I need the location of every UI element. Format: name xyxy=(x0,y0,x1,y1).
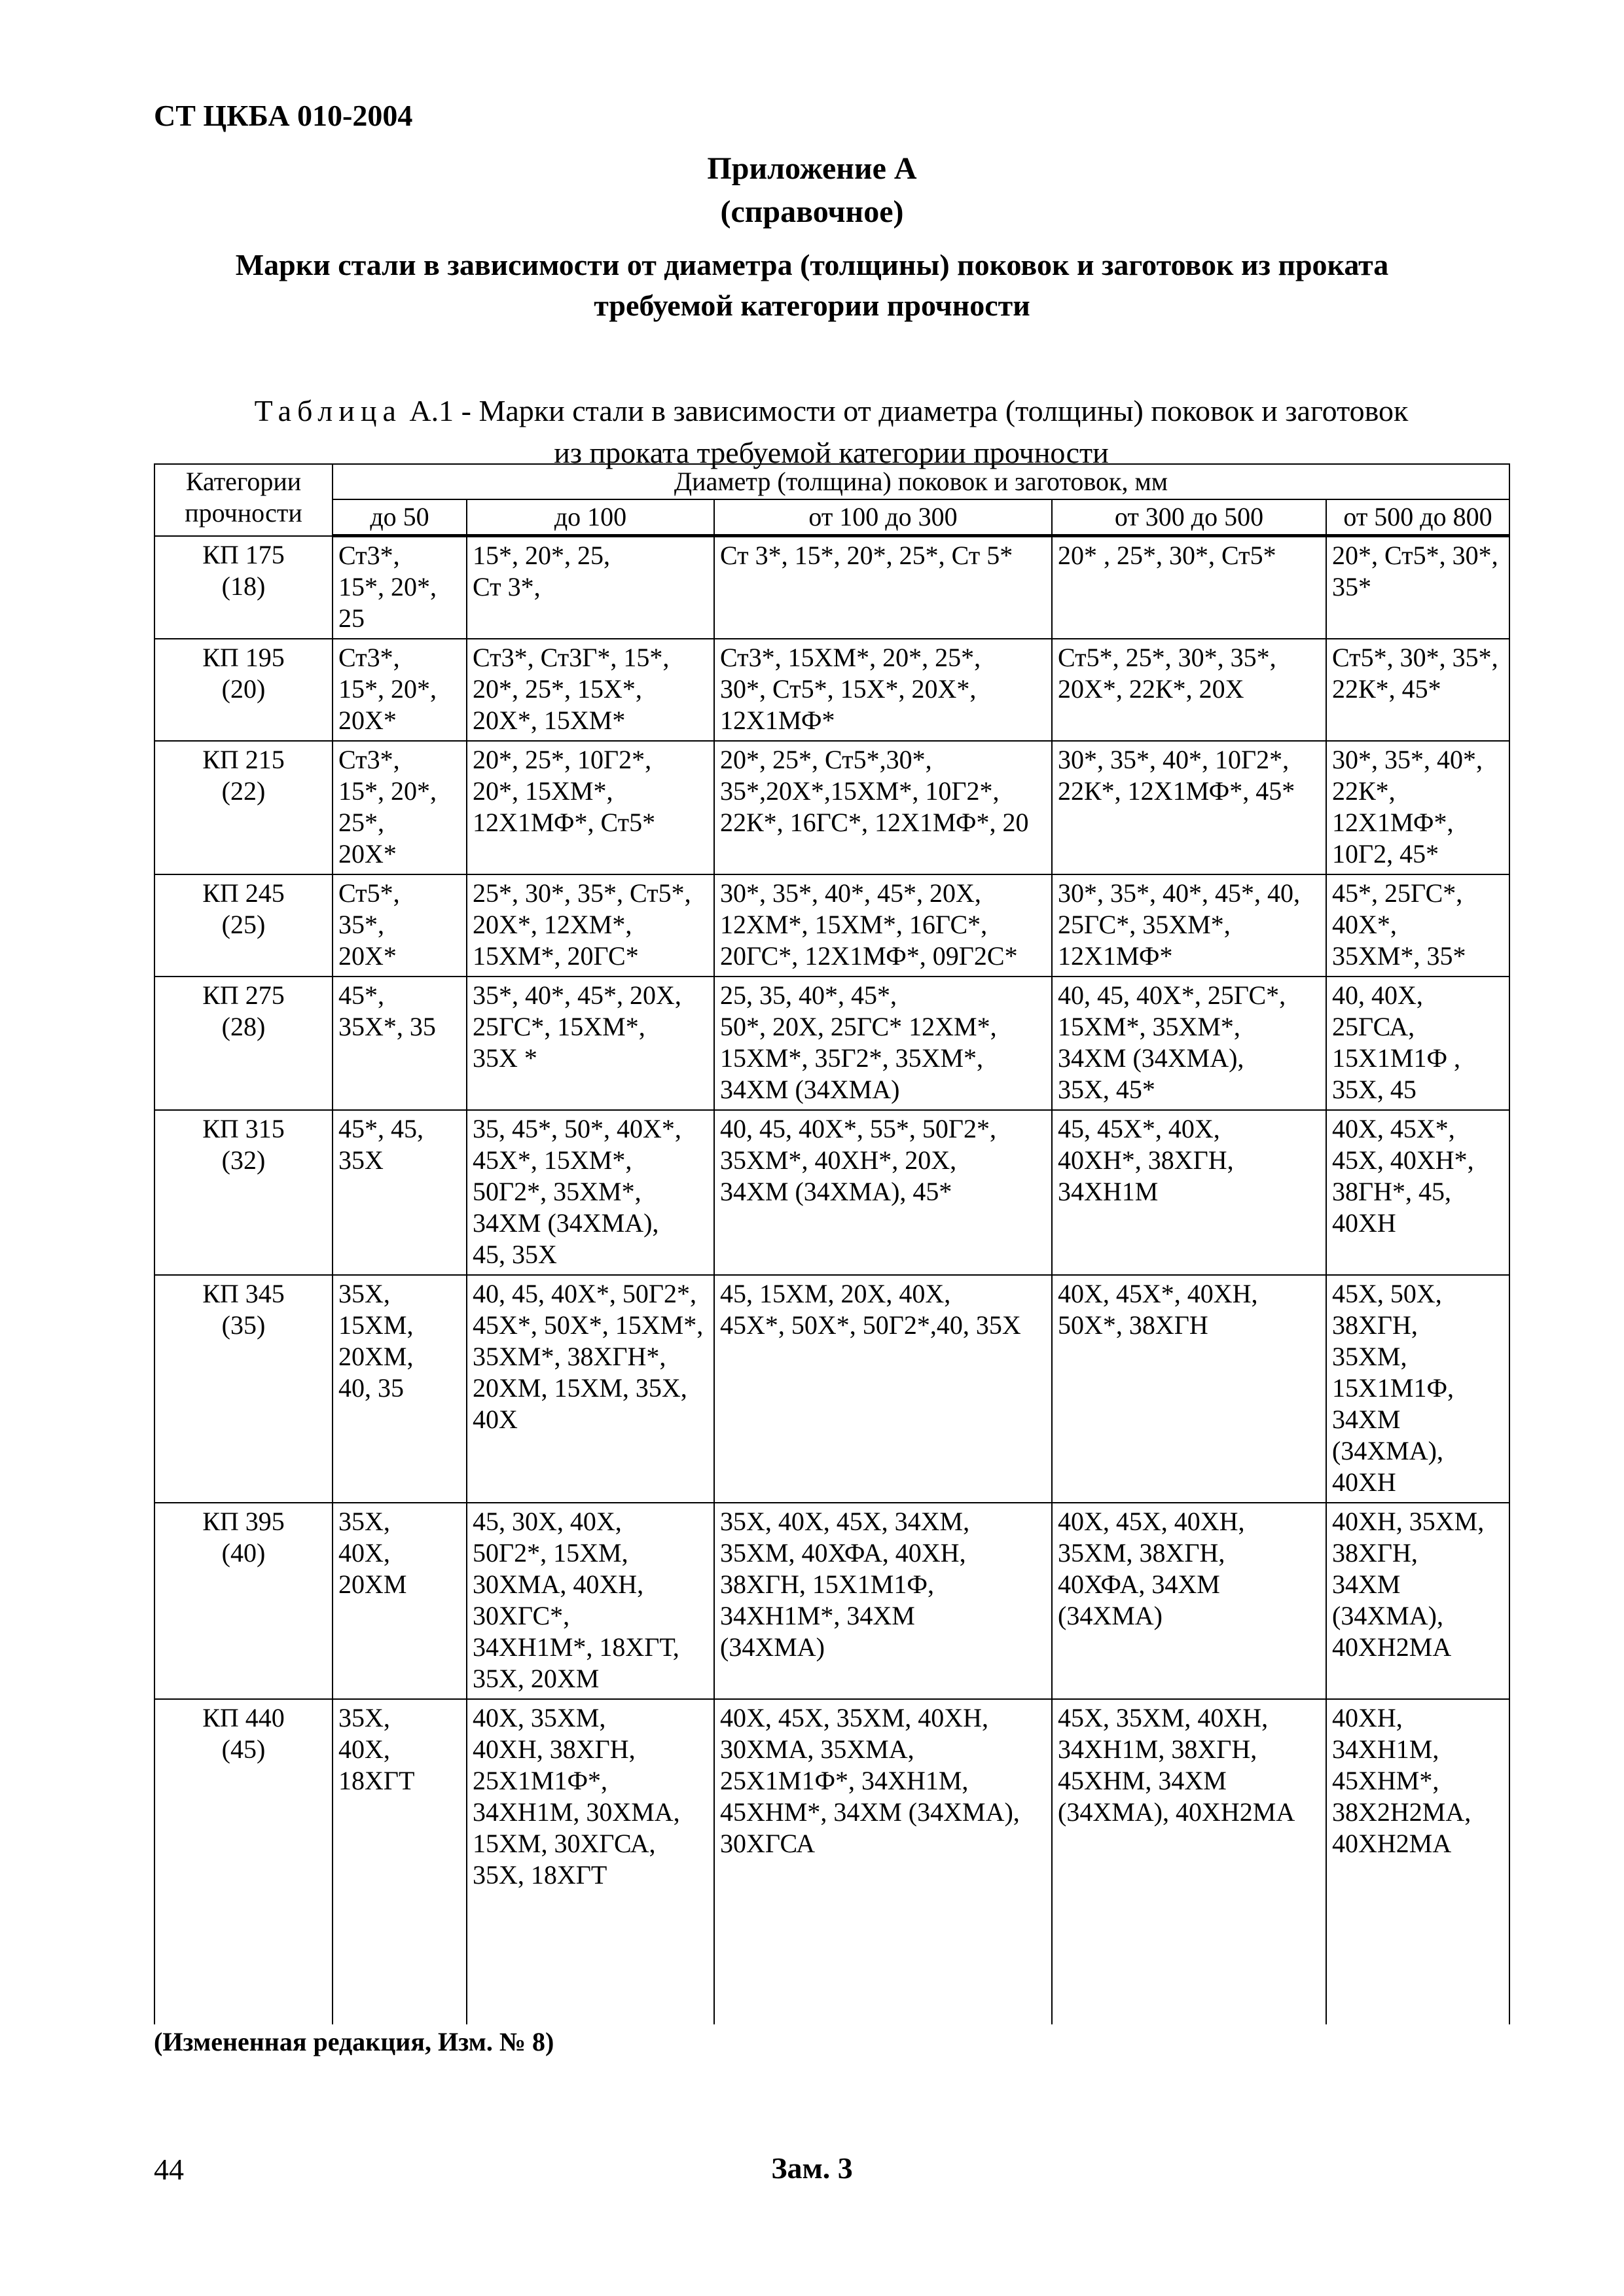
grade-line: 50*, 20Х, 25ГС* 12ХМ*, xyxy=(720,1012,997,1041)
grade-cell xyxy=(467,1110,714,1275)
grade-cell xyxy=(714,977,1052,1110)
grade-line: 35Х, 45* xyxy=(1058,1075,1155,1104)
category-cell xyxy=(154,977,333,1110)
category-code: (22) xyxy=(221,776,266,806)
category-cell xyxy=(154,1699,333,2024)
grade-line: 50Г2*, 15ХМ, xyxy=(473,1538,628,1568)
page-number: 44 xyxy=(154,2153,184,2186)
grade-line: 45Х*, 15ХМ*, xyxy=(473,1145,632,1175)
table-row xyxy=(154,1699,1509,2024)
grade-cell xyxy=(714,741,1052,874)
grade-cell xyxy=(1326,1275,1509,1503)
grade-line: 34ХН1М, xyxy=(1332,1734,1439,1764)
grade-cell xyxy=(333,1275,467,1503)
grade-line: Ст5*, 30*, 35*, xyxy=(1332,643,1498,672)
category-cell xyxy=(154,639,333,741)
header-category-line1: Категории xyxy=(185,467,302,496)
grade-line: 25*, xyxy=(338,808,384,837)
grade-line: 20*, 25*, 10Г2*, xyxy=(473,745,652,774)
grade-line: (34ХМА) xyxy=(1058,1601,1163,1630)
grade-line: 35ХМ, 40ХФА, 40ХН, xyxy=(720,1538,966,1568)
grade-cell xyxy=(333,741,467,874)
grade-line: Ст5*, 25*, 30*, 35*, xyxy=(1058,643,1276,672)
grade-line: 15*, 20*, xyxy=(338,572,437,601)
grade-line: 35* xyxy=(1332,572,1371,601)
grade-line: 35Х, 18ХГТ xyxy=(473,1860,607,1890)
category-name: КП 195 xyxy=(202,643,285,672)
grade-line: 45*, 25ГС*, xyxy=(1332,878,1463,908)
category-name: КП 245 xyxy=(202,878,285,908)
grade-line: 25, 35, 40*, 45*, xyxy=(720,980,897,1010)
grade-line: 30*, 35*, 40*, 10Г2*, xyxy=(1058,745,1290,774)
grade-line: 45Х, 40ХН*, xyxy=(1332,1145,1474,1175)
grade-line: 40ХН2МА xyxy=(1332,1829,1452,1858)
grade-line: 20* , 25*, 30*, Ст5* xyxy=(1058,541,1276,570)
caption-text: А.1 - Марки стали в зависимости от диаметра (толщины) поковок и заготовок xyxy=(409,394,1409,427)
column-header: от 500 до 800 xyxy=(1326,499,1509,536)
grade-line: 35Х, xyxy=(338,1279,390,1308)
table-row xyxy=(154,874,1509,977)
grade-cell xyxy=(1326,741,1509,874)
grade-line: (34ХМА), xyxy=(1332,1436,1443,1465)
grade-line: 40, 45, 40Х*, 25ГС*, xyxy=(1058,980,1286,1010)
document-code: СТ ЦКБА 010-2004 xyxy=(154,99,413,132)
grade-line: 40Х, 45Х*, 40ХН, xyxy=(1058,1279,1258,1308)
category-cell xyxy=(154,874,333,977)
grade-line: 30*, 35*, 40*, xyxy=(1332,745,1483,774)
grade-cell xyxy=(467,1699,714,2024)
grade-line: 45*, xyxy=(338,980,384,1010)
grade-line: 12Х1МФ*, Ст5* xyxy=(473,808,656,837)
grade-line: 45Х, 35ХМ, 40ХН, xyxy=(1058,1703,1269,1732)
grade-line: 45ХНМ*, xyxy=(1332,1766,1439,1795)
category-name: КП 315 xyxy=(202,1114,285,1143)
category-name: КП 215 xyxy=(202,745,285,774)
grade-line: 25Х1М1Ф*, xyxy=(473,1766,608,1795)
grade-cell xyxy=(333,977,467,1110)
grade-line: 30ХМА, 40ХН, xyxy=(473,1570,644,1599)
caption-lead: Таблица xyxy=(254,394,402,427)
grade-line: 45, 30Х, 40Х, xyxy=(473,1507,622,1536)
amendment-label: Зам. 3 xyxy=(771,2151,853,2185)
grade-line: (34ХМА) xyxy=(720,1632,825,1662)
category-name: КП 440 xyxy=(202,1703,285,1732)
grade-line: 35*, 40*, 45*, 20Х, xyxy=(473,980,681,1010)
grade-cell xyxy=(467,1503,714,1699)
grade-line: 25*, 30*, 35*, Ст5*, xyxy=(473,878,691,908)
grade-line: 40, 45, 40Х*, 55*, 50Г2*, xyxy=(720,1114,997,1143)
grade-line: 45, 45Х*, 40Х, xyxy=(1058,1114,1220,1143)
grade-line: Ст3*, xyxy=(338,745,400,774)
grade-line: 20*, 25*, Ст5*,30*, xyxy=(720,745,932,774)
grade-line: 40, 40Х, xyxy=(1332,980,1423,1010)
grade-line: 45ХНМ*, 34ХМ (34ХМА), xyxy=(720,1797,1020,1827)
grade-line: 22К*, xyxy=(1332,776,1396,806)
grade-line: 20Х* xyxy=(338,941,397,971)
grade-line: 34ХН1М, 30ХМА, xyxy=(473,1797,680,1827)
appendix-type: (справочное) xyxy=(720,194,904,229)
grade-line: 25ГС*, 35ХМ*, xyxy=(1058,910,1231,939)
grade-line: 50Х*, 38ХГН xyxy=(1058,1310,1208,1340)
grade-line: 20*, Ст5*, 30*, xyxy=(1332,541,1498,570)
grade-cell xyxy=(714,874,1052,977)
grade-cell xyxy=(714,536,1052,639)
grade-cell xyxy=(714,1699,1052,2024)
grade-cell xyxy=(1326,1110,1509,1275)
category-cell xyxy=(154,741,333,874)
grade-line: 12ХМ*, 15ХМ*, 16ГС*, xyxy=(720,910,988,939)
grade-line: 34ХМ (34ХМА) xyxy=(720,1075,900,1104)
grade-line: 40ХН xyxy=(1332,1467,1396,1497)
grade-line: 25ГС*, 15ХМ*, xyxy=(473,1012,645,1041)
category-code: (35) xyxy=(221,1310,266,1340)
grade-cell xyxy=(467,639,714,741)
grade-line: (34ХМА), 40ХН2МА xyxy=(1058,1797,1295,1827)
grade-cell xyxy=(1326,874,1509,977)
grade-line: 20Х* xyxy=(338,839,397,869)
grade-line: 35Х, xyxy=(338,1703,390,1732)
grade-line: 35Х*, 35 xyxy=(338,1012,436,1041)
grade-line: 40ХН*, 38ХГН, xyxy=(1058,1145,1234,1175)
category-cell xyxy=(154,1110,333,1275)
grade-line: 34ХМ (34ХМА), xyxy=(473,1208,659,1238)
grade-line: 40ХН xyxy=(1332,1208,1396,1238)
category-code: (20) xyxy=(221,674,266,704)
category-code: (18) xyxy=(221,571,266,601)
header-category xyxy=(154,464,333,536)
grade-line: 38ХГН, xyxy=(1332,1310,1418,1340)
grade-line: 22К*, 12Х1МФ*, 45* xyxy=(1058,776,1295,806)
grade-cell xyxy=(333,1110,467,1275)
grade-line: 45Х*, 50Х*, 50Г2*,40, 35Х xyxy=(720,1310,1021,1340)
grade-line: Ст 3*, xyxy=(473,572,541,601)
grade-cell xyxy=(714,1503,1052,1699)
grade-line: 34ХМ xyxy=(1332,1405,1401,1434)
grade-line: 35ХМ*, 35* xyxy=(1332,941,1466,971)
grade-line: Ст3*, xyxy=(338,643,400,672)
grade-line: 35Х xyxy=(338,1145,384,1175)
grade-line: 15*, 20*, xyxy=(338,674,437,704)
grade-line: 22К*, 45* xyxy=(1332,674,1441,704)
grade-line: 34ХН1М*, 18ХГТ, xyxy=(473,1632,679,1662)
grade-line: 34ХН1М, 38ХГН, xyxy=(1058,1734,1257,1764)
category-cell xyxy=(154,1275,333,1503)
grade-line: 35Х, 40Х, 45Х, 34ХМ, xyxy=(720,1507,970,1536)
grade-line: 20ГС*, 12Х1МФ*, 09Г2С* xyxy=(720,941,1018,971)
grade-line: (34ХМА), xyxy=(1332,1601,1443,1630)
grade-line: 15Х1М1Ф , xyxy=(1332,1043,1461,1073)
revision-note: (Измененная редакция, Изм. № 8) xyxy=(154,2027,554,2056)
grade-line: 34ХН1М xyxy=(1058,1177,1159,1206)
grade-line: 22К*, 16ГС*, 12Х1МФ*, 20 xyxy=(720,808,1029,837)
grade-line: 25 xyxy=(338,603,365,633)
grade-cell xyxy=(714,1110,1052,1275)
grade-line: 35ХМ, 38ХГН, xyxy=(1058,1538,1225,1568)
grade-line: 12Х1МФ* xyxy=(1058,941,1173,971)
grade-line: 50Г2*, 35ХМ*, xyxy=(473,1177,641,1206)
grade-line: 18ХГТ xyxy=(338,1766,415,1795)
grade-cell xyxy=(1326,536,1509,639)
grade-line: 20*, 25*, 15Х*, xyxy=(473,674,642,704)
grade-line: 20ХМ, xyxy=(338,1342,414,1371)
grade-line: 45Х, 50Х, xyxy=(1332,1279,1442,1308)
grade-line: 30*, 35*, 40*, 45*, 20Х, xyxy=(720,878,981,908)
category-name: КП 345 xyxy=(202,1279,285,1308)
grade-cell xyxy=(714,1275,1052,1503)
grade-line: 35ХМ, xyxy=(1332,1342,1407,1371)
caption-line2: из проката требуемой категории прочности xyxy=(554,436,1109,469)
grade-line: 15ХМ, 30ХГСА, xyxy=(473,1829,656,1858)
grade-line: 25Х1М1Ф*, 34ХН1М, xyxy=(720,1766,969,1795)
category-code: (28) xyxy=(221,1012,266,1041)
grade-line: 20Х*, 22К*, 20Х xyxy=(1058,674,1244,704)
category-cell xyxy=(154,1503,333,1699)
grade-cell xyxy=(333,639,467,741)
grade-line: 12Х1МФ* xyxy=(720,706,835,735)
grade-line: 15*, 20*, xyxy=(338,776,437,806)
main-title-line1: Марки стали в зависимости от диаметра (толщины) поковок и заготовок из проката xyxy=(235,248,1389,281)
grade-line: 45Х*, 50Х*, 15ХМ*, xyxy=(473,1310,704,1340)
grade-cell xyxy=(467,977,714,1110)
grade-cell xyxy=(1052,1699,1326,2024)
grade-line: 34ХМ (34ХМА), xyxy=(1058,1043,1244,1073)
grade-line: 20ХМ, 15ХМ, 35Х, xyxy=(473,1373,687,1403)
main-title-line2: требуемой категории прочности xyxy=(594,289,1030,322)
grade-line: Ст5*, xyxy=(338,878,400,908)
grade-cell xyxy=(1326,639,1509,741)
table-row xyxy=(154,1110,1509,1275)
grade-cell xyxy=(1052,741,1326,874)
grade-line: 40ХН, 38ХГН, xyxy=(473,1734,636,1764)
grade-line: 38ХГН, xyxy=(1332,1538,1418,1568)
grade-line: 20Х*, 15ХМ* xyxy=(473,706,626,735)
grade-line: Ст3*, 15ХМ*, 20*, 25*, xyxy=(720,643,981,672)
category-name: КП 275 xyxy=(202,980,285,1010)
grade-line: 35, 45*, 50*, 40Х*, xyxy=(473,1114,681,1143)
grade-line: 40ХН2МА xyxy=(1332,1632,1452,1662)
grade-line: 38ХГН, 15Х1М1Ф, xyxy=(720,1570,934,1599)
grade-line: 40Х*, xyxy=(1332,910,1397,939)
grade-cell xyxy=(1052,1275,1326,1503)
grade-line: Ст3*, Ст3Г*, 15*, xyxy=(473,643,670,672)
grade-line: 38Х2Н2МА, xyxy=(1332,1797,1471,1827)
column-header: до 50 xyxy=(333,499,467,536)
grade-cell xyxy=(333,536,467,639)
category-code: (40) xyxy=(221,1538,266,1568)
grade-line: 40Х, 45Х, 40ХН, xyxy=(1058,1507,1245,1536)
grade-line: 35ХМ*, 38ХГН*, xyxy=(473,1342,666,1371)
grade-line: 35Х, 45 xyxy=(1332,1075,1416,1104)
grade-line: 45ХНМ, 34ХМ xyxy=(1058,1766,1227,1795)
category-code: (32) xyxy=(221,1145,266,1175)
grade-line: 20Х* xyxy=(338,706,397,735)
appendix-title: Приложение А xyxy=(707,151,917,186)
table-row xyxy=(154,536,1509,639)
grade-line: 20ХМ xyxy=(338,1570,407,1599)
steel-grades-table xyxy=(154,463,1510,2024)
grade-line: 15ХМ, xyxy=(338,1310,414,1340)
grade-line: 40, 45, 40Х*, 50Г2*, xyxy=(473,1279,697,1308)
grade-line: 35Х * xyxy=(473,1043,537,1073)
grade-cell xyxy=(467,536,714,639)
grade-line: 38ГН*, 45, xyxy=(1332,1177,1452,1206)
grade-cell xyxy=(467,741,714,874)
table-row xyxy=(154,1275,1509,1503)
grade-line: 35Х, xyxy=(338,1507,390,1536)
grade-cell xyxy=(333,1699,467,2024)
grade-line: 15*, 20*, 25, xyxy=(473,541,610,570)
grade-cell xyxy=(1326,1699,1509,2024)
grade-line: 20*, 15ХМ*, xyxy=(473,776,613,806)
grade-line: 35*, xyxy=(338,910,384,939)
grade-line: 34ХН1М*, 34ХМ xyxy=(720,1601,915,1630)
grade-line: 45, 15ХМ, 20Х, 40Х, xyxy=(720,1279,951,1308)
category-code: (45) xyxy=(221,1734,266,1764)
table-caption xyxy=(154,390,1509,474)
grade-line: 34ХМ (34ХМА), 45* xyxy=(720,1177,952,1206)
table-body xyxy=(154,536,1509,2025)
table-row xyxy=(154,639,1509,741)
column-header: до 100 xyxy=(467,499,714,536)
table-row xyxy=(154,1503,1509,1699)
grade-line: Ст 3*, 15*, 20*, 25*, Ст 5* xyxy=(720,541,1013,570)
grade-line: 35*,20Х*,15ХМ*, 10Г2*, xyxy=(720,776,1000,806)
grade-line: 30*, 35*, 40*, 45*, 40, xyxy=(1058,878,1300,908)
grade-line: 40, 35 xyxy=(338,1373,404,1403)
grade-line: 20Х*, 12ХМ*, xyxy=(473,910,632,939)
grade-line: 35ХМ*, 40ХН*, 20Х, xyxy=(720,1145,957,1175)
category-name: КП 395 xyxy=(202,1507,285,1536)
grade-line: 25ГСА, xyxy=(1332,1012,1415,1041)
grade-line: 30ХГС*, xyxy=(473,1601,570,1630)
grade-line: 40Х, xyxy=(338,1734,390,1764)
grade-cell xyxy=(1052,639,1326,741)
table-row xyxy=(154,741,1509,874)
grade-line: 35Х, 20ХМ xyxy=(473,1664,600,1693)
grade-line: 30ХМА, 35ХМА, xyxy=(720,1734,914,1764)
table-row xyxy=(154,977,1509,1110)
main-title xyxy=(0,245,1624,326)
grade-cell xyxy=(333,1503,467,1699)
grade-cell xyxy=(467,1275,714,1503)
grade-line: 30ХГСА xyxy=(720,1829,816,1858)
grade-line: 15ХМ*, 35ХМ*, xyxy=(1058,1012,1240,1041)
grade-line: 40Х, 35ХМ, xyxy=(473,1703,606,1732)
grade-cell xyxy=(1052,536,1326,639)
grade-line: 15ХМ*, 35Г2*, 35ХМ*, xyxy=(720,1043,984,1073)
grade-line: 34ХМ xyxy=(1332,1570,1401,1599)
grade-line: 10Г2, 45* xyxy=(1332,839,1439,869)
grade-line: 45, 35Х xyxy=(473,1240,557,1269)
grade-line: 40ХФА, 34ХМ xyxy=(1058,1570,1220,1599)
column-header: от 300 до 500 xyxy=(1052,499,1326,536)
grade-line: 40Х, xyxy=(338,1538,390,1568)
column-header: от 100 до 300 xyxy=(714,499,1052,536)
grade-cell xyxy=(1326,977,1509,1110)
grade-line: 15ХМ*, 20ГС* xyxy=(473,941,639,971)
grade-line: 40ХН, 35ХМ, xyxy=(1332,1507,1485,1536)
header-category-line2: прочности xyxy=(185,498,302,528)
category-code: (25) xyxy=(221,910,266,939)
grade-cell xyxy=(714,639,1052,741)
grade-cell xyxy=(333,874,467,977)
header-diameter: Диаметр (толщина) поковок и заготовок, мм xyxy=(333,464,1509,499)
category-name: КП 175 xyxy=(202,539,285,569)
grade-line: Ст3*, xyxy=(338,541,400,570)
grade-cell xyxy=(1052,874,1326,977)
grade-line: 30*, Ст5*, 15Х*, 20Х*, xyxy=(720,674,977,704)
grade-line: 40Х, 45Х, 35ХМ, 40ХН, xyxy=(720,1703,988,1732)
grade-cell xyxy=(1052,1110,1326,1275)
grade-line: 45*, 45, xyxy=(338,1114,424,1143)
grade-line: 40ХН, xyxy=(1332,1703,1403,1732)
grade-cell xyxy=(1052,1503,1326,1699)
grade-line: 12Х1МФ*, xyxy=(1332,808,1454,837)
grade-line: 40Х, 45Х*, xyxy=(1332,1114,1455,1143)
grade-cell xyxy=(467,874,714,977)
grade-line: 15Х1М1Ф, xyxy=(1332,1373,1454,1403)
grade-line: 40Х xyxy=(473,1405,518,1434)
grade-cell xyxy=(1052,977,1326,1110)
grade-cell xyxy=(1326,1503,1509,1699)
category-cell xyxy=(154,536,333,639)
